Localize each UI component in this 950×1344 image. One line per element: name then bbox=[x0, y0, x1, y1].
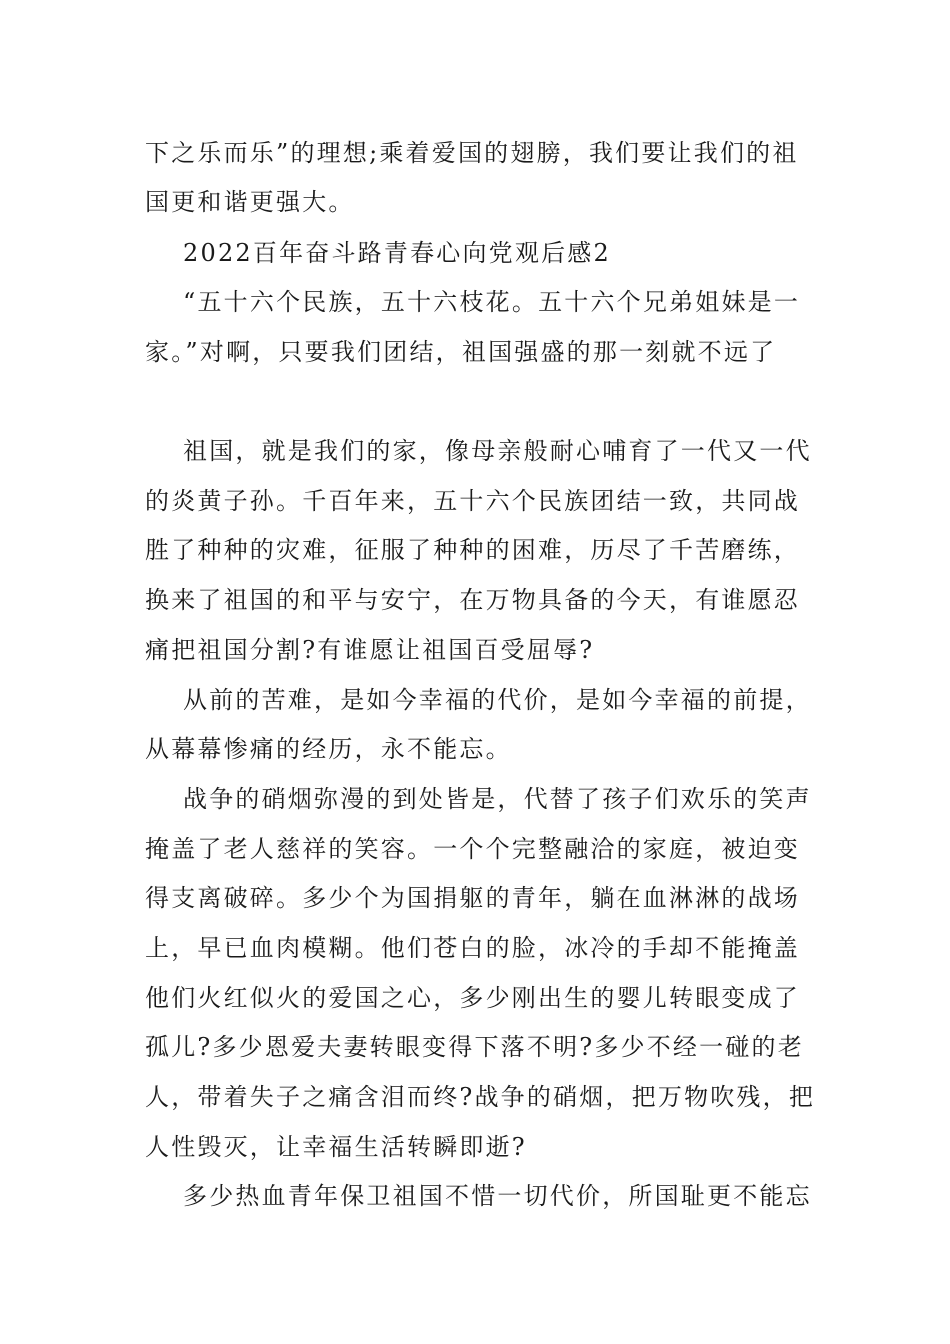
paragraph-line: 换来了祖国的和平与安宁，在万物具备的今天，有谁愿忍 bbox=[145, 586, 800, 614]
paragraph-line: 战争的硝烟弥漫的到处皆是，代替了孩子们欢乐的笑声 bbox=[183, 785, 812, 813]
paragraph-line: 人，带着失子之痛含泪而终?战争的硝烟，把万物吹残，把 bbox=[145, 1083, 816, 1111]
paragraph-line: 的炎黄子孙。千百年来，五十六个民族团结一致，共同战 bbox=[145, 487, 800, 515]
paragraph-line: 得支离破碎。多少个为国捐躯的青年，躺在血淋淋的战场 bbox=[145, 884, 800, 912]
section-heading: 2022百年奋斗路青春心向党观后感2 bbox=[183, 239, 611, 267]
paragraph-line: 他们火红似火的爱国之心，多少刚出生的婴儿转眼变成了 bbox=[145, 984, 800, 1012]
paragraph-line: 下之乐而乐”的理想;乘着爱国的翅膀，我们要让我们的祖 bbox=[145, 139, 799, 167]
paragraph-line: 上，早已血肉模糊。他们苍白的脸，冰冷的手却不能掩盖 bbox=[145, 934, 800, 962]
paragraph-line: 掩盖了老人慈祥的笑容。一个个完整融洽的家庭，被迫变 bbox=[145, 835, 800, 863]
paragraph-line: 胜了种种的灾难，征服了种种的困难，历尽了千苦磨练， bbox=[145, 536, 800, 564]
paragraph-line: 祖国，就是我们的家，像母亲般耐心哺育了一代又一代 bbox=[183, 437, 812, 465]
paragraph-line: 孤儿?多少恩爱夫妻转眼变得下落不明?多少不经一碰的老 bbox=[145, 1033, 804, 1061]
paragraph-line: 家。”对啊，只要我们团结，祖国强盛的那一刻就不远了 bbox=[145, 338, 777, 366]
paragraph-line: 痛把祖国分割?有谁愿让祖国百受屈辱? bbox=[145, 636, 595, 664]
paragraph-line: “五十六个民族，五十六枝花。五十六个兄弟姐妹是一 bbox=[183, 288, 801, 316]
paragraph-line: 人性毁灭，让幸福生活转瞬即逝? bbox=[145, 1133, 527, 1161]
paragraph-line: 从前的苦难，是如今幸福的代价，是如今幸福的前提， bbox=[183, 686, 812, 714]
paragraph-line: 国更和谐更强大。 bbox=[145, 188, 355, 216]
paragraph-line: 从幕幕惨痛的经历，永不能忘。 bbox=[145, 735, 512, 763]
paragraph-line: 多少热血青年保卫祖国不惜一切代价，所国耻更不能忘 bbox=[183, 1182, 812, 1210]
